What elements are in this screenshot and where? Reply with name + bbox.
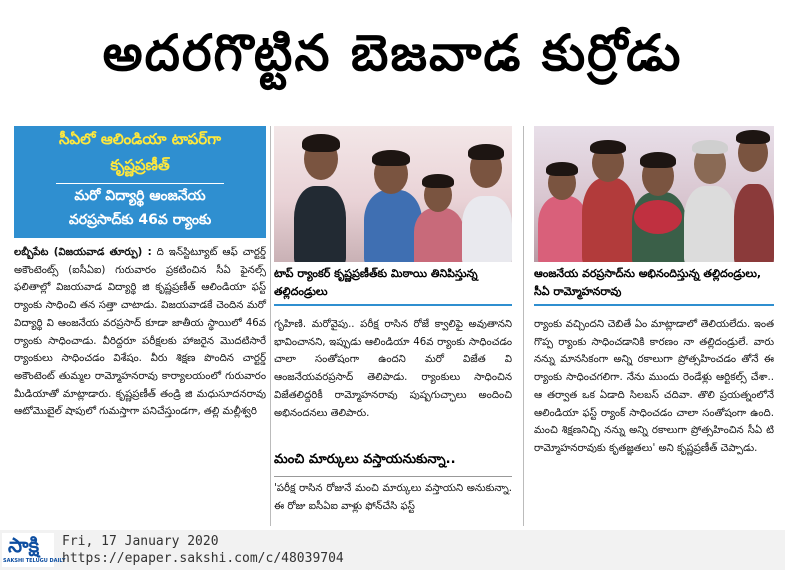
article-text-1: ది ఇన్‌స్టిట్యూట్ ఆఫ్ చార్టర్డ్ అకౌంటెంట్స్ (ఐసీఏఐ) గురువారం ప్రకటించిన సీఏ ఫైనల్స్ ఫలితాల్లో విజయవాడ విద్యార్థి జి కృష్ణప్రణీత్ ఆలిండియా ఫస్ట్ ర్యాంకు సాధించి తన సత్తా చాటాడు. విజయవాడకే చెందిన మరో విద్యార్థి వి ఆంజనేయ వరప్రసాద్ కూడా జాతీయ స్థాయిలో 46వ ర్యాంకు సాధించాడు. వీరిద్దరూ పరీక్షలకు హాజరైన మొదటిసారే ర్యాంకులు సాధించడం విశేషం. వీరు శిక్షణ పొందిన చార్టర్డ్ అకౌంటెంట్ తుమ్మల రామ్మోహనరావు కార్యాలయంలో గురువారం మీడియాతో మాట్లాడారు. కృష్ణప్రణీత్ తండ్రి జి మధుసూదనరావు ఆటోమొబైల్ షాపులో గుమస్తాగా పనిచేస్తుండగా, తల్లి మల్లీశ్వరి xyxy=(14,247,266,418)
kicker-box xyxy=(14,126,266,238)
kicker-line-3: మరో విద్యార్థి ఆంజనేయ xyxy=(74,188,206,204)
photo-topper-celebration xyxy=(274,126,512,262)
kicker-line-4: వరప్రసాద్‌కు 46వ ర్యాంకు xyxy=(68,212,212,228)
dateline: లబ్బీపేట (విజయవాడ తూర్పు) : xyxy=(14,247,152,258)
article-text-3: ర్యాంకు వచ్చిందని చెబితే ఏం మాట్లాడాలో తెలియలేదు. ఇంత గొప్ప ర్యాంకు సాధించడానికి కారణం నా తల్లిదండ్రులే. వారు నన్ను మానసికంగా అన్ని రకాలుగా ప్రోత్సహించడం తోనే ఈ ర్యాంకు సాధించగలిగా. నేను ముందు రెండేళ్లు ఆర్టికల్స్ చేశా.. ఆ తర్వాత ఒక ఏడాది సిలబస్ చదివా. తొలి ప్రయత్నంలోనే ఆలిండియా ఫస్ట్ ర్యాంక్ సాధించడం చాలా సంతోషంగా ఉంది. మంచి శిక్షణనిచ్చి నన్ను అన్ని రకాలుగా ప్రోత్సహించిన సీఏ టి రామ్మోహనరావుకు కృతజ్ఞతలు' అని కృష్ణప్రణీత్ చెప్పాడు. xyxy=(534,319,774,454)
kicker-line-1: సీఏలో ఆలిండియా టాపర్‌గా xyxy=(58,130,222,148)
footer-bar xyxy=(0,530,785,570)
article-column-2 xyxy=(274,316,512,422)
column-divider-2 xyxy=(523,126,524,526)
article-text-2: గృహిణి. మరోవైపు.. పరీక్ష రాసిన రోజే క్వాలిఫై అవుతానని భావించానని, ఇప్పుడు ఆలిండియా 46వ ర్యాంకు సాధించడం చాలా సంతోషంగా ఉందని మరో విజేత వి ఆంజనేయవరప్రసాద్ తెలిపాడు. ర్యాంకులు సాధించిన విజేతలిద్దరికీ రామ్మోహనరావు పుష్పగుచ్ఛాలు అందించి అభినందనలు తెలిపారు. xyxy=(274,319,512,419)
photo-caption-1: టాప్ ర్యాంకర్ కృష్ణప్రణీత్‌కు మిఠాయి తినిపిస్తున్న తల్లిదండ్రులు xyxy=(274,267,478,298)
column-divider-1 xyxy=(270,126,271,526)
caption-rule-1 xyxy=(274,304,512,306)
publication-date: Fri, 17 January 2020 xyxy=(62,534,219,549)
subheading-rule xyxy=(274,476,512,477)
kicker-divider xyxy=(56,183,224,184)
logo-mark: సాక్షి xyxy=(8,533,40,557)
photo-felicitation xyxy=(534,126,774,262)
logo-subtitle: SAKSHI TELUGU DAILY xyxy=(3,558,66,564)
caption-rule-2 xyxy=(534,304,774,306)
sakshi-logo xyxy=(2,533,66,567)
subheading: మంచి మార్కులు వస్తాయనుకున్నా.. xyxy=(274,452,456,467)
article-text-2b: 'పరీక్ష రాసిన రోజునే మంచి మార్కులు వస్తాయని అనుకున్నా. ఈ రోజు ఐసీఏఐ వాళ్లు ఫోన్‌చేసి ఫస్ట్ xyxy=(274,483,512,512)
headline xyxy=(0,0,785,118)
article-column-3 xyxy=(534,316,774,458)
article-column-2-continued xyxy=(274,480,512,515)
photo-caption-2: ఆంజనేయ వరప్రసాద్‌ను అభినందిస్తున్న తల్లిదండ్రులు, సీఏ రామ్మోహనరావు xyxy=(534,267,762,298)
article-column-1 xyxy=(14,244,266,421)
epaper-link[interactable]: https://epaper.sakshi.com/c/48039704 xyxy=(62,551,344,566)
headline-text: అదరగొట్టిన బెజవాడ కుర్రోడు xyxy=(102,23,683,82)
kicker-line-2: కృష్ణప్రణీత్ xyxy=(110,156,170,174)
